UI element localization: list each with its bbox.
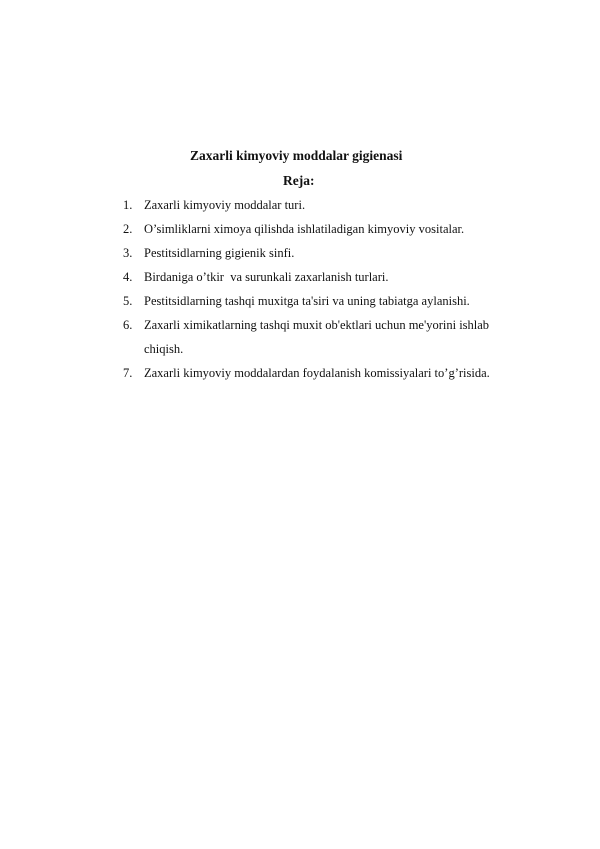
plan-heading: Reja:	[283, 173, 315, 188]
plan-item-1	[123, 193, 503, 217]
plan-item-text: Birdaniga o’tkir va surunkali zaxarlanish turlari.	[144, 270, 389, 284]
plan-item-7	[123, 361, 503, 385]
plan-item-4	[123, 265, 503, 289]
plan-item-6	[123, 313, 503, 361]
plan-item-text: Pestitsidlarning tashqi muxitga ta'siri va uning tabiatga aylanishi.	[144, 294, 470, 308]
plan-item-number: 7.	[123, 366, 133, 380]
plan-item-text: Pestitsidlarning gigienik sinfi.	[144, 246, 295, 260]
document-title: Zaxarli kimyoviy moddalar gigienasi	[190, 148, 403, 163]
plan-item-text: Zaxarli kimyoviy moddalardan foydalanish komissiyalari to’g’risida.	[144, 366, 490, 380]
plan-item-3	[123, 241, 503, 265]
plan-item-text: O’simliklarni ximoya qilishda ishlatiladigan kimyoviy vositalar.	[144, 222, 465, 236]
plan-item-number: 6.	[123, 318, 133, 332]
plan-item-number: 5.	[123, 294, 133, 308]
plan-item-number: 3.	[123, 246, 133, 260]
plan-item-2	[123, 217, 503, 241]
plan-item-text: Zaxarli ximikatlarning tashqi muxit ob'ektlari uchun me'yorini ishlab chiqish.	[144, 318, 490, 356]
plan-item-5	[123, 289, 503, 313]
plan-item-number: 4.	[123, 270, 133, 284]
plan-item-text: Zaxarli kimyoviy moddalar turi.	[144, 198, 306, 212]
plan-item-number: 2.	[123, 222, 133, 236]
plan-item-number: 1.	[123, 198, 133, 212]
plan-list	[123, 193, 503, 385]
